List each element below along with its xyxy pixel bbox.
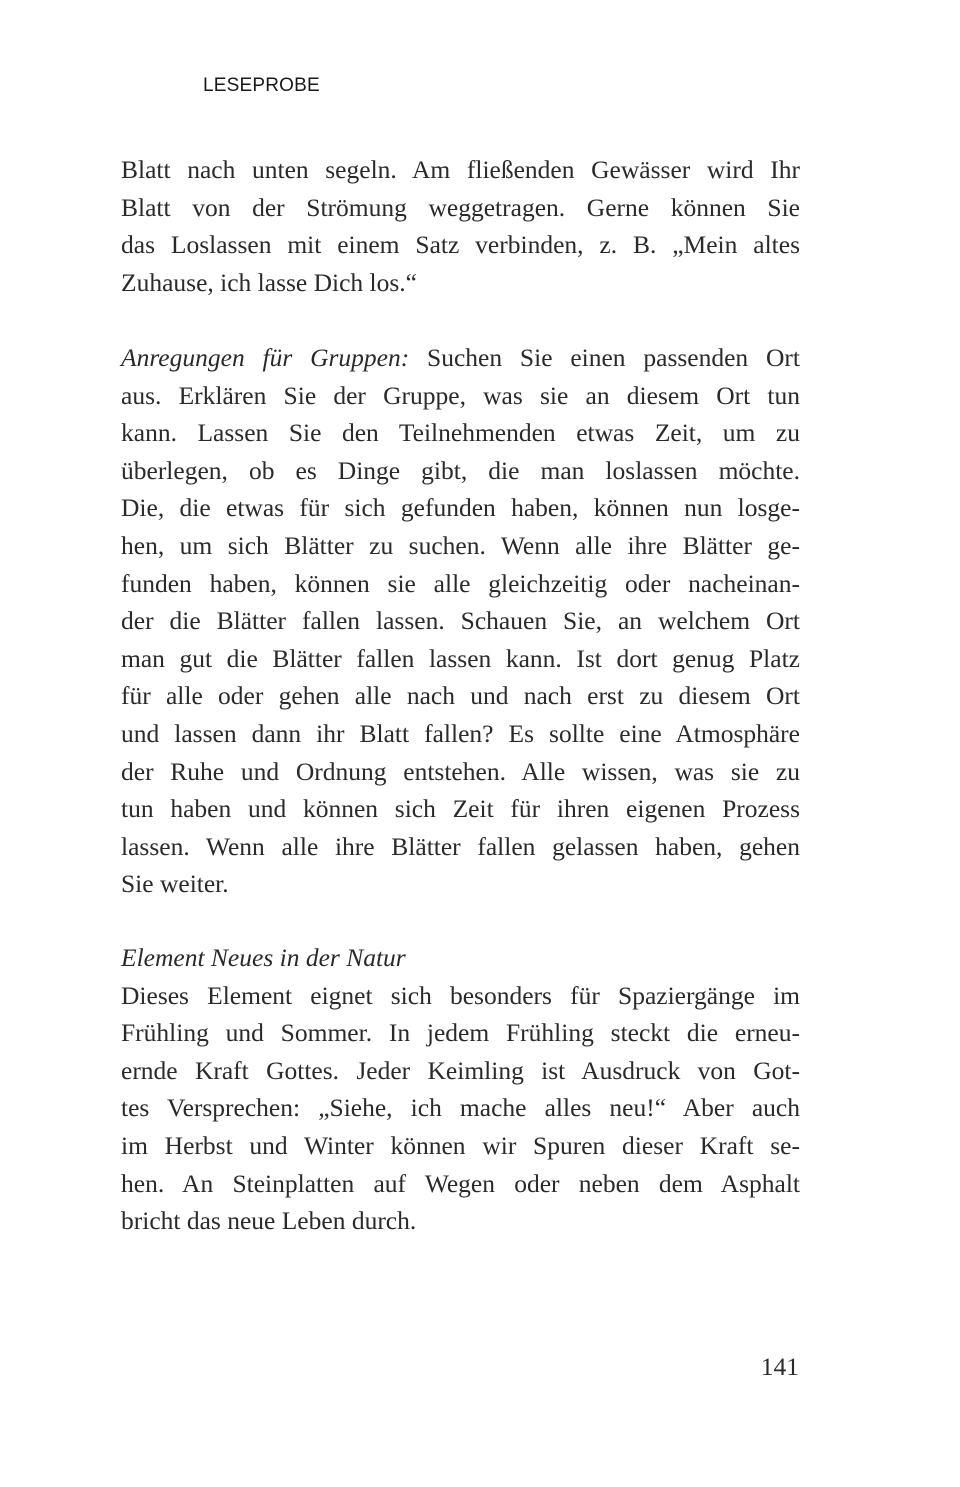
- text-line: man gut die Blätter fallen lassen kann. Ist dort genug Platz: [121, 643, 800, 673]
- text-line: tes Versprechen: „Siehe, ich mache alles neu!“ Aber auch: [121, 1093, 800, 1123]
- text-line: Sie weiter.: [121, 869, 229, 899]
- paragraph-group-suggestions: [121, 339, 800, 903]
- text-line-rest: Suchen Sie einen passenden Ort: [409, 343, 800, 372]
- group-suggestions-label: Anregungen für Gruppen:: [121, 343, 410, 372]
- text-line: kann. Lassen Sie den Teilnehmenden etwas Zeit, um zu: [121, 418, 800, 448]
- text-line: funden haben, können sie alle gleichzeitig oder nacheinan-: [121, 568, 800, 598]
- text-line: Dieses Element eignet sich besonders für Spaziergänge im: [121, 980, 800, 1010]
- text-line: Frühling und Sommer. In jedem Frühling steckt die erneu-: [121, 1018, 800, 1048]
- text-line: aus. Erklären Sie der Gruppe, was sie an diesem Ort tun: [121, 380, 800, 410]
- text-line: und lassen dann ihr Blatt fallen? Es sollte eine Atmosphäre: [121, 718, 800, 748]
- text-line: Die, die etwas für sich gefunden haben, können nun losge-: [121, 493, 800, 523]
- text-line: im Herbst und Winter können wir Spuren dieser Kraft se-: [121, 1130, 800, 1160]
- text-line: ernde Kraft Gottes. Jeder Keimling ist Ausdruck von Got-: [121, 1055, 800, 1085]
- section-new-in-nature: [121, 939, 800, 1240]
- text-line: bricht das neue Leben durch.: [121, 1206, 417, 1236]
- text-line: hen, um sich Blätter zu suchen. Wenn alle ihre Blätter ge-: [121, 530, 800, 560]
- paragraph-continuation: [121, 151, 800, 301]
- text-line: Blatt nach unten segeln. Am fließenden Gewässer wird Ihr: [121, 155, 800, 184]
- section-heading: Element Neues in der Natur: [121, 943, 406, 972]
- text-line: lassen. Wenn alle ihre Blätter fallen gelassen haben, gehen: [121, 831, 800, 861]
- text-line: Blatt von der Strömung weggetragen. Gerne können Sie: [121, 192, 800, 222]
- text-line: Zuhause, ich lasse Dich los.“: [121, 267, 418, 297]
- text-line: der die Blätter fallen lassen. Schauen Sie, an welchem Ort: [121, 606, 800, 636]
- page-number: 141: [760, 1352, 799, 1381]
- text-line: das Loslassen mit einem Satz verbinden, z. B. „Mein altes: [121, 230, 800, 260]
- text-line: tun haben und können sich Zeit für ihren eigenen Prozess: [121, 794, 800, 824]
- text-line: für alle oder gehen alle nach und nach erst zu diesem Ort: [121, 681, 800, 711]
- running-header: LESEPROBE: [203, 75, 320, 96]
- text-line: der Ruhe und Ordnung entstehen. Alle wissen, was sie zu: [121, 756, 800, 786]
- text-line: überlegen, ob es Dinge gibt, die man loslassen möchte.: [121, 455, 800, 485]
- text-line: [121, 339, 800, 377]
- text-line: hen. An Steinplatten auf Wegen oder neben dem Asphalt: [121, 1168, 800, 1198]
